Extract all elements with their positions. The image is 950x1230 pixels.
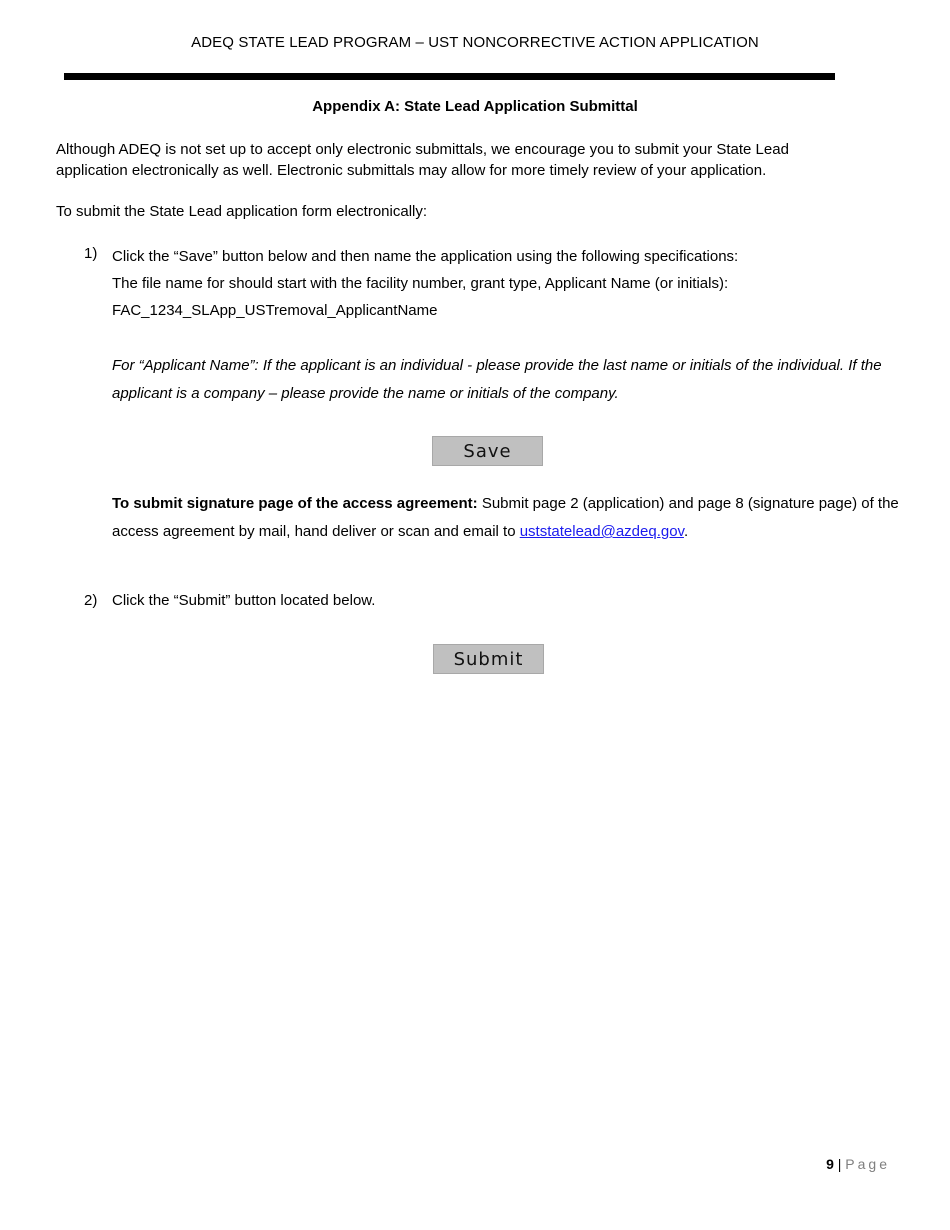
- appendix-title: Appendix A: State Lead Application Submittal: [312, 98, 638, 115]
- applicant-name-note: For “Applicant Name”: If the applicant is an individual - please provide the last name or initials of the individual. If the applicant is a company – please provide the name or initials of the company.: [112, 357, 882, 402]
- step-1-number: 1): [84, 245, 98, 262]
- email-link[interactable]: uststatelead@azdeq.gov: [519, 523, 684, 540]
- intro-paragraph: Although ADEQ is not set up to accept only electronic submittals, we encourage you to submit your State Lead application electronically as well. Electronic submittals may allow for more timely review of your application.: [56, 141, 789, 179]
- signature-body: Submit page 2 (application) and page 8 (signature page) of the access agreement by mail, hand deliver or scan and email to: [112, 495, 899, 540]
- footer-separator: |: [833, 1156, 846, 1172]
- save-button[interactable]: Save: [432, 436, 543, 466]
- signature-period: .: [683, 523, 689, 540]
- page-label: Page: [845, 1156, 890, 1172]
- header-divider: [64, 73, 835, 80]
- signature-heading: To submit signature page of the access agreement:: [112, 495, 478, 512]
- step-2-number: 2): [84, 592, 98, 609]
- step-1-line-1: Click the “Save” button below and then name the application using the following specifications:: [112, 248, 739, 265]
- step-1-line-2: The file name for should start with the facility number, grant type, Applicant Name (or initials):: [112, 275, 729, 292]
- step-2-text: Click the “Submit” button located below.: [112, 592, 376, 609]
- step-1-text: [112, 243, 902, 324]
- signature-instructions: [112, 490, 902, 546]
- submit-button[interactable]: Submit: [433, 644, 544, 674]
- file-name-example: FAC_1234_SLApp_USTremoval_ApplicantName: [112, 302, 438, 319]
- page-header-title: ADEQ STATE LEAD PROGRAM – UST NONCORRECTIVE ACTION APPLICATION: [191, 34, 759, 51]
- page-footer: [826, 1156, 890, 1172]
- page-number: 9: [826, 1156, 834, 1172]
- instruction-text: To submit the State Lead application form electronically:: [56, 203, 428, 220]
